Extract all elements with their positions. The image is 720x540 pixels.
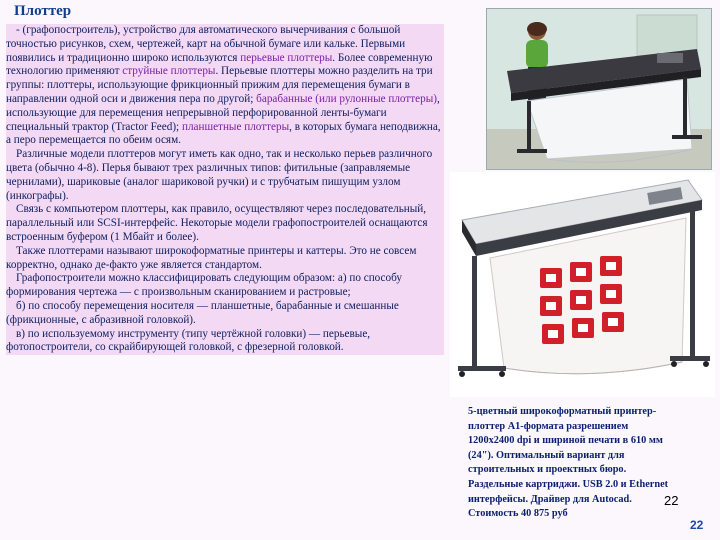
body-paragraph bbox=[6, 203, 444, 244]
paragraph-text: , использующие для перемещения непрерывной перфорированной ленты-бумаги специальный трактор (Tractor Feed); bbox=[6, 92, 440, 133]
plotter-photo-product bbox=[450, 172, 715, 397]
paragraph-text: б) по способу перемещения носителя — планшетные, барабанные и смешанные (фрикционные, с абразивной головкой). bbox=[6, 299, 399, 326]
body-paragraph bbox=[6, 148, 444, 203]
caption-line: Стоимость 40 875 руб bbox=[468, 508, 568, 520]
paragraph-text: Различные модели плоттеров могут иметь как одно, так и несколько перьев различного цвета (обычно 4-8). Перья бывают трех различных типов: фитильные (заправляемые чернилами), шариковые (аналог шариковой ручки) и с трубчатым пишущим узлом (инкографы). bbox=[6, 148, 433, 202]
plotter-product-image bbox=[450, 172, 715, 397]
paragraph-text: в) по используемому инструменту (типу чертёжной головки) — перьевые, фотопостроители, со скрайбирующей головкой, с фрезерной головкой. bbox=[6, 327, 371, 354]
paragraph-text: . Более современную технологию применяют bbox=[6, 51, 433, 78]
caption-line: 5-цветный широкоформатный принтер- bbox=[468, 406, 657, 417]
paragraph-text: Связь с компьютером плоттеры, как правило, осуществляют через последовательный, параллельный или SCSI-интерфейс. Некоторые модели графопостроителей оснащаются встроенным буфером (1 Мбайт и более). bbox=[6, 203, 428, 243]
body-paragraph bbox=[6, 24, 444, 148]
plotter-photo-with-person bbox=[486, 8, 712, 170]
body-paragraph bbox=[6, 328, 444, 356]
body-text bbox=[6, 24, 444, 355]
caption-line: (24"). Оптимальный вариант для bbox=[468, 449, 625, 461]
caption-line: интерфейсы. Драйвер для Autocad. bbox=[468, 493, 632, 505]
caption-line: плоттер А1-формата разрешением bbox=[468, 420, 629, 432]
page-number-corner: 22 bbox=[690, 518, 704, 532]
caption-line: строительных и проектных бюро. bbox=[468, 464, 627, 476]
highlighted-term: планшетные плоттеры bbox=[181, 120, 290, 133]
caption-line: 1200x2400 dpi и шириной печати в 610 мм bbox=[468, 435, 663, 447]
highlighted-term: барабанные (или рулонные плоттеры) bbox=[256, 92, 437, 105]
body-paragraph bbox=[6, 272, 444, 300]
plotter-photo-image bbox=[487, 9, 711, 169]
slide-title: Плоттер bbox=[14, 3, 72, 19]
caption-line: Раздельные картриджи. USB 2.0 и Ethernet bbox=[468, 478, 669, 490]
paragraph-text: - (графопостроитель), устройство для автоматического вычерчивания с большой точностью рисунков, схем, чертежей, карт на обычной бумаге или кальке. Первыми появились и традиционно широко используются bbox=[6, 24, 406, 64]
paragraph-text: . Перьевые плоттеры можно разделить на три группы: плоттеры, использующие фрикционный прижим для перемещения бумаги в направлении одной оси и движения пера по другой; bbox=[6, 65, 433, 105]
body-paragraph bbox=[6, 245, 444, 273]
highlighted-term: перьевые плоттеры bbox=[240, 51, 333, 64]
paragraph-text: , в которых бумага неподвижна, а перо перемещается по обеим осям. bbox=[6, 120, 441, 147]
paragraph-text: Графопостроители можно классифицировать следующим образом: а) по способу формирования чертежа — с произвольным сканированием и растровые; bbox=[6, 272, 402, 299]
body-paragraph bbox=[6, 300, 444, 328]
highlighted-term: струйные плоттеры bbox=[122, 65, 216, 78]
page-number: 22 bbox=[664, 493, 679, 508]
paragraph-text: Также плоттерами называют широкоформатные принтеры и каттеры. Это не совсем корректно, однако де-факто уже является стандартом. bbox=[6, 244, 417, 271]
